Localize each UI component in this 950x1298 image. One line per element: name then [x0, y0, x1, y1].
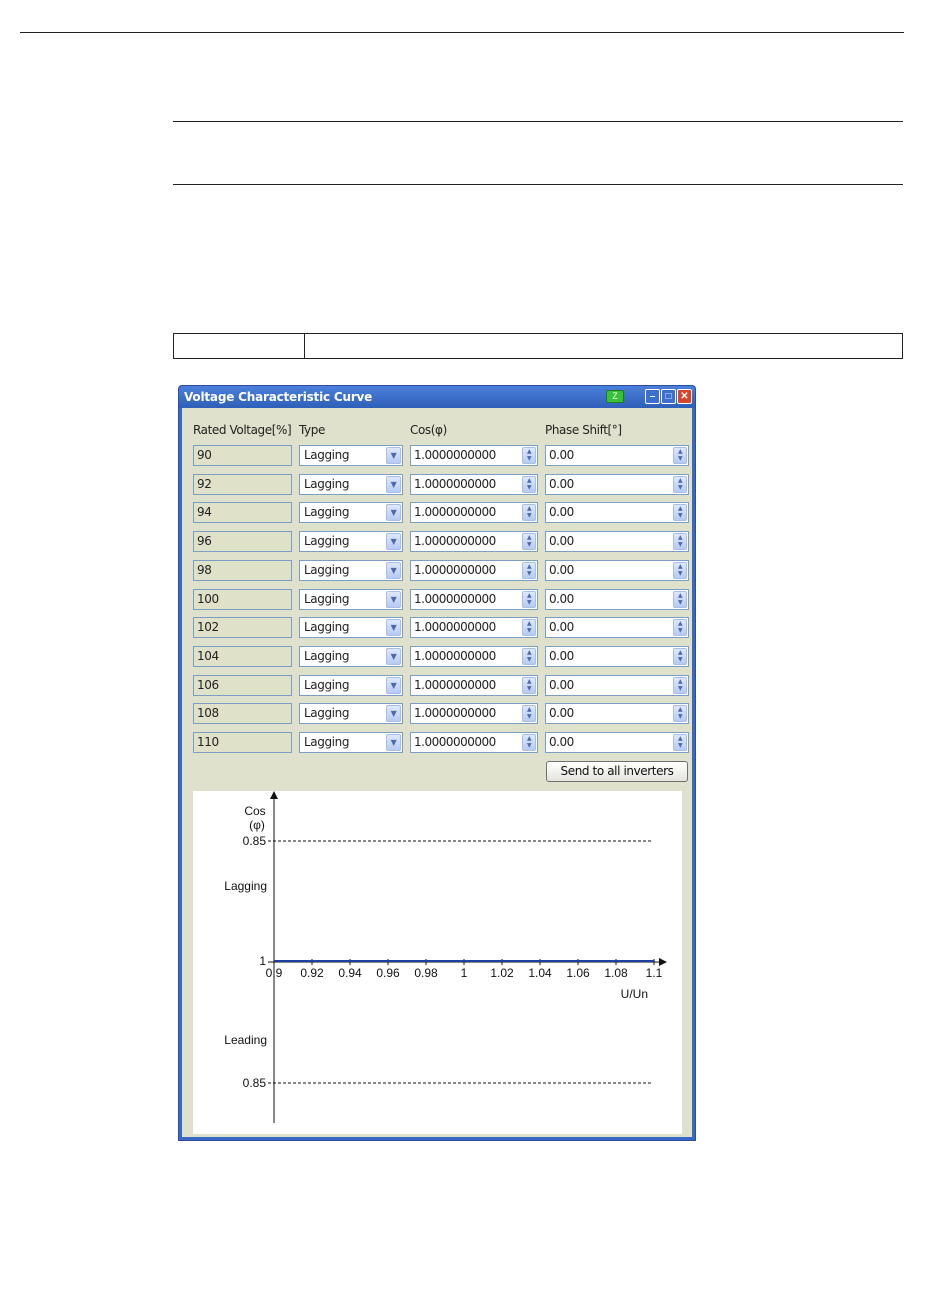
- type-dropdown[interactable]: [299, 560, 403, 581]
- spinner-arrows-icon[interactable]: ▲ ▼: [673, 619, 687, 636]
- cos-phi-spinner[interactable]: [410, 531, 538, 552]
- cos-phi-value: 1.0000000000: [414, 562, 496, 577]
- window-title: Voltage Characteristic Curve: [184, 390, 373, 404]
- chevron-down-icon[interactable]: ▼: [386, 705, 401, 722]
- y-tick-label-bottom: 0.85: [242, 1076, 266, 1090]
- cos-phi-value: 1.0000000000: [414, 735, 496, 749]
- chevron-down-icon[interactable]: ▼: [386, 591, 401, 608]
- type-dropdown[interactable]: [299, 732, 403, 753]
- phase-shift-value: 0.00: [549, 620, 574, 635]
- type-value: Lagging: [304, 476, 350, 491]
- x-tick-label: 1: [460, 966, 468, 980]
- caption-table-cell: [174, 334, 305, 358]
- chevron-down-icon[interactable]: ▼: [386, 504, 401, 521]
- chevron-down-icon[interactable]: ▼: [386, 533, 401, 550]
- spinner-arrows-icon[interactable]: ▲ ▼: [522, 591, 536, 608]
- phase-shift-value: 0.00: [549, 735, 574, 749]
- rated-voltage-field: 94: [193, 502, 292, 523]
- close-icon[interactable]: ✕: [677, 389, 692, 404]
- phase-shift-spinner[interactable]: [545, 474, 689, 495]
- spinner-arrows-icon[interactable]: ▲ ▼: [673, 562, 687, 579]
- section-rule-bottom: [173, 184, 903, 185]
- type-value: Lagging: [304, 677, 350, 692]
- spinner-arrows-icon[interactable]: ▲ ▼: [522, 677, 536, 694]
- x-axis-label: U/Un: [620, 987, 648, 1001]
- cos-phi-value: 1.0000000000: [414, 677, 496, 692]
- spinner-arrows-icon[interactable]: ▲ ▼: [522, 619, 536, 636]
- cos-phi-value: 1.0000000000: [414, 591, 496, 606]
- table-row: [182, 703, 692, 725]
- chevron-down-icon[interactable]: ▼: [386, 734, 401, 751]
- type-dropdown[interactable]: [299, 474, 403, 495]
- region-label-lagging: Lagging: [224, 879, 267, 893]
- phase-shift-spinner[interactable]: [545, 589, 689, 610]
- region-label-leading: Leading: [224, 1033, 267, 1047]
- y-axis-arrow: [270, 791, 278, 799]
- phase-shift-value: 0.00: [549, 476, 574, 491]
- spinner-arrows-icon[interactable]: ▲ ▼: [522, 447, 536, 464]
- x-tick-label: 1.08: [604, 966, 628, 980]
- type-value: Lagging: [304, 591, 350, 606]
- cos-phi-spinner[interactable]: [410, 560, 538, 581]
- y-tick-label-center: 1: [259, 954, 266, 968]
- cos-phi-value: 1.0000000000: [414, 648, 496, 663]
- table-row: [182, 445, 692, 467]
- rated-voltage-field: 98: [193, 560, 292, 581]
- spinner-arrows-icon[interactable]: ▲ ▼: [522, 562, 536, 579]
- chevron-down-icon[interactable]: ▼: [386, 677, 401, 694]
- type-dropdown[interactable]: [299, 589, 403, 610]
- column-header-type: Type: [299, 423, 325, 437]
- type-value: Lagging: [304, 706, 350, 721]
- type-value: Lagging: [304, 534, 350, 549]
- phase-shift-spinner[interactable]: [545, 617, 689, 638]
- cos-phi-spinner[interactable]: [410, 732, 538, 753]
- table-row: [182, 675, 692, 697]
- x-tick-label: 1.02: [490, 966, 514, 980]
- caption-table: [173, 333, 903, 359]
- rated-voltage-field: 100: [193, 589, 292, 610]
- phase-shift-value: 0.00: [549, 648, 574, 663]
- phase-shift-spinner[interactable]: [545, 560, 689, 581]
- phase-shift-value: 0.00: [549, 591, 574, 606]
- spinner-arrows-icon[interactable]: ▲ ▼: [522, 734, 536, 751]
- column-header-phase-shift: Phase Shift[°]: [545, 423, 622, 437]
- phase-shift-value: 0.00: [549, 562, 574, 577]
- x-tick-label: 0.92: [300, 966, 324, 980]
- x-tick-label: 1.1: [645, 966, 663, 980]
- cos-phi-spinner[interactable]: [410, 502, 538, 523]
- phase-shift-value: 0.00: [549, 505, 574, 520]
- chart-svg: [193, 791, 682, 1134]
- spinner-arrows-icon[interactable]: ▲ ▼: [673, 705, 687, 722]
- cos-phi-value: 1.0000000000: [414, 448, 496, 462]
- table-row: [182, 646, 692, 668]
- phase-shift-spinner[interactable]: [545, 445, 689, 466]
- type-value: Lagging: [304, 620, 350, 635]
- rated-voltage-field: 104: [193, 646, 292, 667]
- y-axis-label-line-2: (φ): [249, 818, 265, 832]
- spinner-arrows-icon[interactable]: ▲ ▼: [522, 476, 536, 493]
- cos-phi-value: 1.0000000000: [414, 706, 496, 721]
- cos-phi-spinner[interactable]: [410, 703, 538, 724]
- chevron-down-icon[interactable]: ▼: [386, 476, 401, 493]
- phase-shift-value: 0.00: [549, 706, 574, 721]
- column-header-cos: Cos(φ): [410, 423, 447, 437]
- column-header-rated-voltage: Rated Voltage[%]: [193, 423, 292, 437]
- spinner-arrows-icon[interactable]: ▲ ▼: [522, 533, 536, 550]
- chevron-down-icon[interactable]: ▼: [386, 648, 401, 665]
- rated-voltage-field: 90: [193, 445, 292, 466]
- phase-shift-spinner[interactable]: [545, 531, 689, 552]
- cos-phi-value: 1.0000000000: [414, 505, 496, 520]
- spinner-arrows-icon[interactable]: ▲ ▼: [673, 476, 687, 493]
- cos-phi-spinner[interactable]: [410, 589, 538, 610]
- table-row: [182, 732, 692, 754]
- cos-phi-spinner[interactable]: [410, 445, 538, 466]
- rated-voltage-field: 92: [193, 474, 292, 495]
- type-value: Lagging: [304, 735, 350, 749]
- spinner-arrows-icon[interactable]: ▲ ▼: [673, 677, 687, 694]
- spinner-arrows-icon[interactable]: ▲ ▼: [673, 648, 687, 665]
- phase-shift-value: 0.00: [549, 677, 574, 692]
- type-value: Lagging: [304, 648, 350, 663]
- x-tick-label: 0.98: [414, 966, 438, 980]
- spinner-arrows-icon[interactable]: ▲ ▼: [673, 591, 687, 608]
- spinner-arrows-icon[interactable]: ▲ ▼: [673, 447, 687, 464]
- spinner-arrows-icon[interactable]: ▲ ▼: [522, 648, 536, 665]
- phase-shift-spinner[interactable]: [545, 646, 689, 667]
- phase-shift-value: 0.00: [549, 448, 574, 462]
- chevron-down-icon[interactable]: ▼: [386, 619, 401, 636]
- type-dropdown[interactable]: [299, 646, 403, 667]
- page-header-rule: [20, 32, 904, 33]
- send-to-all-inverters-button[interactable]: Send to all inverters: [546, 761, 688, 782]
- table-row: [182, 474, 692, 496]
- type-dropdown[interactable]: [299, 445, 403, 466]
- cos-phi-value: 1.0000000000: [414, 534, 496, 549]
- cos-phi-spinner[interactable]: [410, 646, 538, 667]
- rated-voltage-field: 110: [193, 732, 292, 753]
- type-value: Lagging: [304, 505, 350, 520]
- phase-shift-spinner[interactable]: [545, 732, 689, 753]
- voltage-curve-chart: [193, 791, 682, 1134]
- window-client-area: [182, 408, 692, 1137]
- chevron-down-icon[interactable]: ▼: [386, 562, 401, 579]
- x-tick-label: 1.04: [528, 966, 552, 980]
- x-tick-label: 0.94: [338, 966, 362, 980]
- type-dropdown[interactable]: [299, 675, 403, 696]
- cos-phi-value: 1.0000000000: [414, 476, 496, 491]
- title-bar[interactable]: [179, 386, 695, 408]
- x-tick-label: 1.06: [566, 966, 590, 980]
- chevron-down-icon[interactable]: ▼: [386, 447, 401, 464]
- type-value: Lagging: [304, 562, 350, 577]
- spinner-arrows-icon[interactable]: ▲ ▼: [673, 504, 687, 521]
- type-dropdown[interactable]: [299, 703, 403, 724]
- section-rule-top: [173, 121, 903, 122]
- rated-voltage-field: 108: [193, 703, 292, 724]
- phase-shift-spinner[interactable]: [545, 675, 689, 696]
- language-icon[interactable]: Z: [606, 390, 624, 403]
- cos-phi-spinner[interactable]: [410, 617, 538, 638]
- type-dropdown[interactable]: [299, 531, 403, 552]
- phase-shift-spinner[interactable]: [545, 703, 689, 724]
- table-row: [182, 589, 692, 611]
- spinner-arrows-icon[interactable]: ▲ ▼: [673, 734, 687, 751]
- x-axis-arrow: [659, 958, 667, 966]
- type-dropdown[interactable]: [299, 617, 403, 638]
- rated-voltage-field: 102: [193, 617, 292, 638]
- cos-phi-value: 1.0000000000: [414, 620, 496, 635]
- voltage-characteristic-window: [178, 385, 696, 1141]
- minimize-icon[interactable]: –: [645, 389, 660, 404]
- y-tick-label-top: 0.85: [242, 834, 266, 848]
- table-row: [182, 617, 692, 639]
- cos-phi-spinner[interactable]: [410, 675, 538, 696]
- rated-voltage-field: 106: [193, 675, 292, 696]
- x-tick-label: 0.9: [265, 966, 283, 980]
- type-value: Lagging: [304, 448, 350, 462]
- cos-phi-spinner[interactable]: [410, 474, 538, 495]
- spinner-arrows-icon[interactable]: ▲ ▼: [673, 533, 687, 550]
- type-dropdown[interactable]: [299, 502, 403, 523]
- table-row: [182, 502, 692, 524]
- table-row: [182, 560, 692, 582]
- spinner-arrows-icon[interactable]: ▲ ▼: [522, 504, 536, 521]
- maximize-icon[interactable]: □: [661, 389, 676, 404]
- phase-shift-spinner[interactable]: [545, 502, 689, 523]
- x-tick-label: 0.96: [376, 966, 400, 980]
- phase-shift-value: 0.00: [549, 534, 574, 549]
- spinner-arrows-icon[interactable]: ▲ ▼: [522, 705, 536, 722]
- y-axis-label-line-1: Cos: [244, 804, 266, 818]
- table-row: [182, 531, 692, 553]
- rated-voltage-field: 96: [193, 531, 292, 552]
